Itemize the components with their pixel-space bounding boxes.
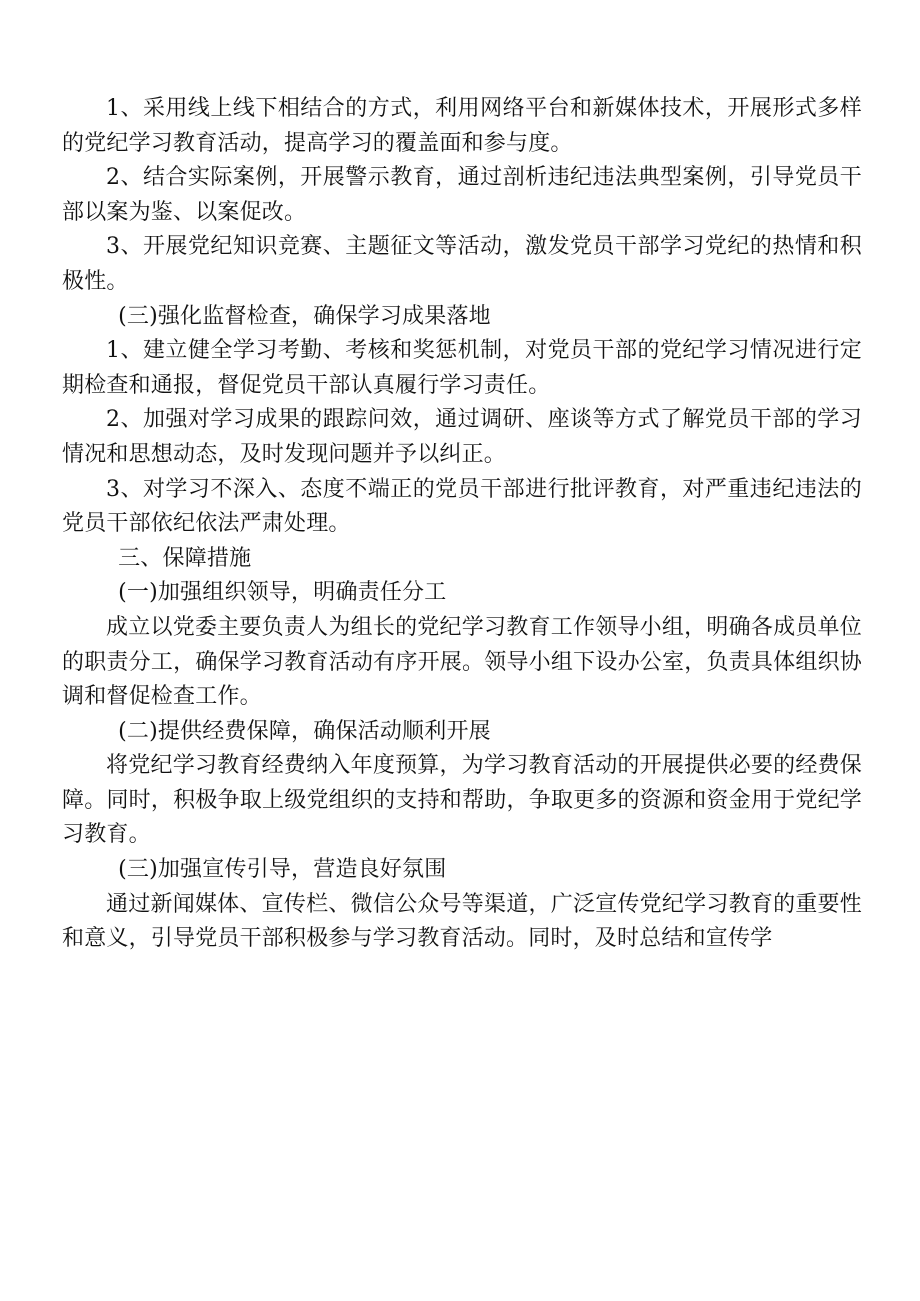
paragraph-attendance-mechanism: 1、建立健全学习考勤、考核和奖惩机制，对党员干部的党纪学习情况进行定期检查和通报，督促党员干部认真履行学习责任。: [62, 338, 862, 398]
paragraph-funding-support: 将党纪学习教育经费纳入年度预算，为学习教育活动的开展提供必要的经费保障。同时，积极争取上级党组织的支持和帮助，争取更多的资源和资金用于党纪学习教育。: [62, 753, 862, 848]
subsection-heading-publicity: (三)加强宣传引导，营造良好氛围: [118, 857, 447, 883]
document-body: [62, 92, 862, 957]
section-heading-supervision: (三)强化监督检查，确保学习成果落地: [118, 303, 491, 329]
paragraph-results-tracking: 2、加强对学习成果的跟踪问效，通过调研、座谈等方式了解党员干部的学习情况和思想动态，及时发现问题并予以纠正。: [62, 407, 862, 467]
section-heading-safeguards: 三、保障措施: [118, 545, 252, 571]
paragraph-discipline-handling: 3、对学习不深入、态度不端正的党员干部进行批评教育，对严重违纪违法的党员干部依纪依法严肃处理。: [62, 476, 862, 537]
paragraph-online-offline-learning: 1、采用线上线下相结合的方式，利用网络平台和新媒体技术，开展形式多样的党纪学习教育活动，提高学习的覆盖面和参与度。: [62, 96, 862, 156]
paragraph-leadership-group: 成立以党委主要负责人为组长的党纪学习教育工作领导小组，明确各成员单位的职责分工，确保学习教育活动有序开展。领导小组下设办公室，负责具体组织协调和督促检查工作。: [62, 614, 862, 710]
paragraph-warning-education: 2、结合实际案例，开展警示教育，通过剖析违纪违法典型案例，引导党员干部以案为鉴、以案促改。: [62, 165, 862, 225]
subsection-heading-funding: (二)提供经费保障，确保活动顺利开展: [118, 718, 491, 744]
paragraph-publicity-channels: 通过新闻媒体、宣传栏、微信公众号等渠道，广泛宣传党纪学习教育的重要性和意义，引导党员干部积极参与学习教育活动。同时，及时总结和宣传学: [62, 891, 862, 952]
paragraph-competitions-essays: 3、开展党纪知识竞赛、主题征文等活动，激发党员干部学习党纪的热情和积极性。: [62, 234, 862, 294]
subsection-heading-organization: (一)加强组织领导，明确责任分工: [118, 580, 447, 606]
